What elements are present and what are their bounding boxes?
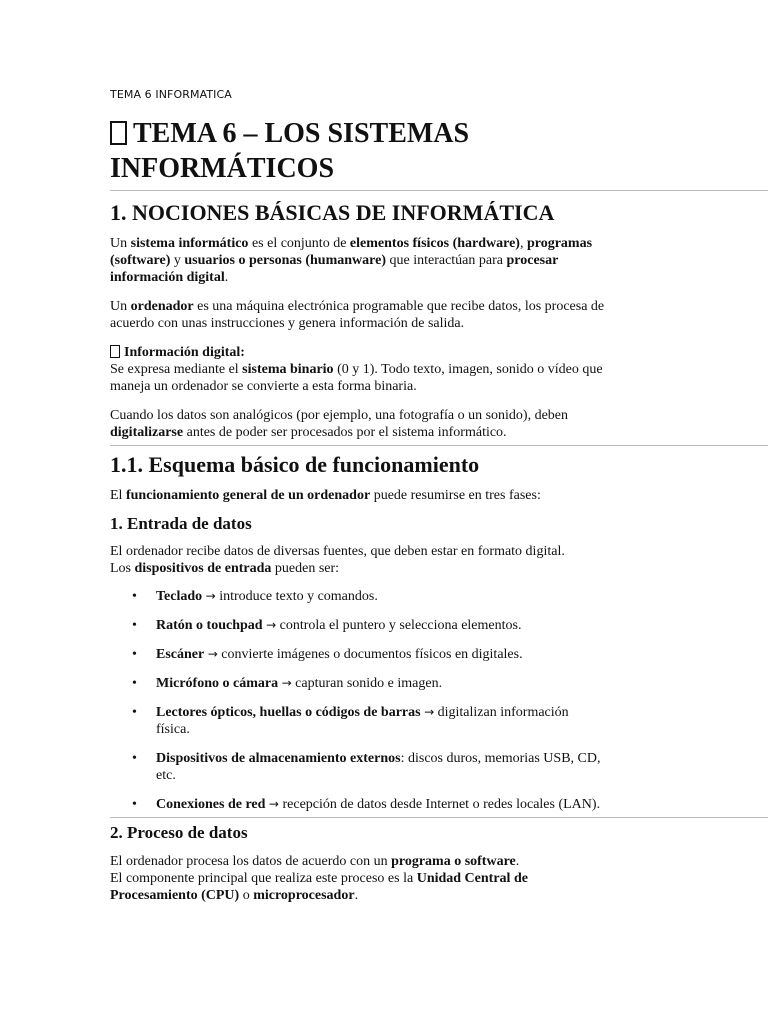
subheading-entrada: 1. Entrada de datos [110,514,252,533]
input-devices-list [110,588,650,813]
title-line-1: TEMA 6 – LOS SISTEMAS [133,118,470,149]
section-heading-esquema: 1.1. Esquema básico de funcionamiento [110,452,480,477]
list-item: • Dispositivos de almacenamiento externos: discos duros, memorias USB, CD, etc. [132,751,601,783]
divider [110,817,768,818]
informacion-digital-heading: Información digital: [124,345,245,360]
paragraph-informacion-digital: Información digital: Se expresa mediante el sistema binario (0 y 1). Todo texto, imagen, sonido o vídeo que maneja un ordenador se convierte a esta forma binaria. [110,345,603,394]
divider [110,445,768,446]
missing-glyph-icon [110,121,127,145]
paragraph-datos-analogicos: Cuando los datos son analógicos (por ejemplo, una fotografía o un sonido), deben digitalizarse antes de poder ser procesados por el sistema informático. [110,408,569,440]
paragraph-funcionamiento: El funcionamiento general de un ordenador puede resumirse en tres fases: [110,488,541,503]
missing-glyph-icon [110,345,120,358]
paragraph-ordenador: Un ordenador es una máquina electrónica programable que recibe datos, los procesa de acuerdo con unas instrucciones y genera información de salida. [110,299,605,331]
paragraph-entrada: El ordenador recibe datos de diversas fuentes, que deben estar en formato digital. Los dispositivos de entrada pueden ser: [110,544,565,576]
list-item: • Ratón o touchpad → controla el puntero y selecciona elementos. [132,618,522,633]
subheading-proceso: 2. Proceso de datos [110,823,248,842]
list-item: • Lectores ópticos, huellas o códigos de barras → digitalizan información física. [132,705,569,737]
page-header: TEMA 6 INFORMATICA [110,88,232,101]
list-item: • Conexiones de red → recepción de datos desde Internet o redes locales (LAN). [132,797,601,812]
list-item: • Escáner → convierte imágenes o documentos físicos en digitales. [132,647,523,662]
paragraph-proceso: El ordenador procesa los datos de acuerdo con un programa o software. El componente principal que realiza este proceso es la Unidad Central de Procesamiento (CPU) o microprocesador. [110,854,528,903]
list-item: • Teclado → introduce texto y comandos. [132,589,378,604]
paragraph-sistema-informatico: Un sistema informático es el conjunto de elementos físicos (hardware), programas (software) y usuarios o personas (humanware) que interactúan para procesar información digital. [110,236,593,285]
divider [110,190,768,191]
document-body [110,116,650,904]
document-title [110,116,650,186]
title-line-2: INFORMÁTICOS [110,153,335,184]
section-heading-nociones: 1. NOCIONES BÁSICAS DE INFORMÁTICA [110,200,555,225]
list-item: • Micrófono o cámara → capturan sonido e imagen. [132,676,443,691]
